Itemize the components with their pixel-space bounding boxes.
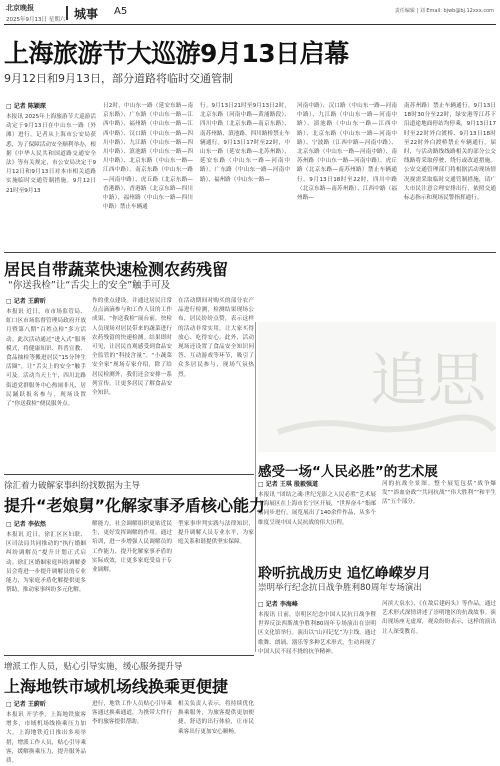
story3-byline: □ 记者 李依然 [6,520,86,529]
newspaper-logo: 北京晚报 [6,3,34,12]
art-headline-2: 聆听抗战历史 追忆峥嵘岁月 [258,566,431,582]
section-divider [4,252,496,253]
story4-column-2: 进行，地铁工作人员贴心引导乘客通过换乘通道，为携带大件行李的旅客提供帮助。 [92,701,172,726]
lead-subheadline: 9月12日和9月13日，部分道路将临时交通管制 [4,72,233,85]
exhibition-image [258,322,496,452]
story4-kicker: 增派工作人员，贴心引导实施，缓心服务提升导 [4,662,183,672]
issue-date: 2025年9月13日 星期六 [6,17,66,23]
art-column-1: 本报讯 “团结之魂·世纪光影之人民必胜”艺术展上海展区在上海市长宁区开展，“世界奋斗”集邮展同步进行。展览展出了140余件作品，从多个维度呈现中国人民抗战的伟大历程。 [258,492,376,526]
story4-column-3: 相关负责人表示，将持续优化换乘服务，为旅客提供更加便捷、舒适的出行体验，让市民乘客出行更加安心顺畅。 [178,701,254,735]
art-column-4: 河滨大泉水》、《在敌后建码头》等作品，通过艺术形式深情讲述了崇明地区的抗战故事。演出现场座无虚席，观众纷纷表示，这样的演出让人深受教育。 [382,601,496,635]
story2-column-3: 在活动期间对购买的部分农产品进行检测，检测结果现场公布，居民纷纷点赞，表示这样的活动非常实用，让大家买得放心、吃得安心。此外，活动现场还设置了食品安全知识问答、互动游戏等环节，吸引了众多居民参与，现场气氛热烈。 [178,298,254,378]
story2-column-1: 本报讯 近日，市市场监管局、虹口区市场监督管理局政府开放月暨第八期“百姓点检”多方活动。此次活动通过“进入式”服务模式，将健康知识、科普宣教、食品抽检等搬进居民“15分钟生活圈”，让“舌尖上的安全”触手可及。活动当天上午，四川北路街道党群服务中心热闹非凡，居民踊跃报名参与，现场设置了“你送我检”便民服务点。 [6,309,86,408]
story2-subheadline: “你送我检”让“舌尖上的安全”触手可及 [8,280,171,291]
lead-column-3: 行。9月13日21时至9月13日2时，北京东路（河南中路—黄浦路段）、四川中路（北京东路—南京东路）、南苏州路、滇池路、四川路桥禁止车辆通行。9月13日17时至22时，中山东一路（延安东路—北苏州路）、延安东路（中山东一路—河南中路）、广东路（中山东一路—河南中路）、福州路（中山东一路— [200,103,290,183]
story3-column-1: 本报讯 近日，徐汇区区妇联、区司法局共同推动的“执行婚姻纠纷调解员”提升计划正式启动。徐汇区婚姻家庭纠纷调解委员会将进一步提升调解员的专业能力，为家庭矛盾化解提供更多帮助，推动家事纠纷多元化解。 [6,532,86,594]
art-byline: □ 记者 王琪 殷毅强道 [258,480,378,489]
story3-kicker: 徐汇着力破解家事纠纷找数据为主导 [4,481,141,491]
story3-column-2: 解能力，社会调解组织更贴近民生，更好发挥调解的作用。通过培训，进一步增强人民调解员的工作能力，提升化解家事矛盾的实际成效，让更多家庭受益于专业调解。 [92,521,172,574]
page-number: A5 [114,6,128,17]
lead-headline: 上海旅游节大巡游9月13日启幕 [4,39,349,68]
column-divider [255,322,256,652]
art-headline: 感受一场“人民必胜”的艺术展 [258,464,438,480]
story4-divider [4,655,254,656]
art-column-3: 本报讯 日前，崇明区纪念中国人民抗日战争暨世界反法西斯战争胜利80周年专场演出在崇明区文化馆举行。演出以“山河记忆”为主线，通过歌舞、朗诵、器乐等多种艺术形式，生动再现了中国人民不屈不挠的抗争精神。 [258,612,376,655]
lead-byline: □ 记者 陈颖琛 [6,102,96,111]
art-subheadline-2: 崇明举行纪念抗日战争胜利80周年专场演出 [258,583,422,593]
calligraphy-image-icon [258,322,496,452]
image-glyphs: 追思 [370,346,487,414]
lead-column-2: 日2时，中山东一路（延安东路—南京东路）、广东路（中山东一路—江西中路）、福州路（中山东一路—江西中路）、汉口路（中山东一路—四川中路）、九江路（中山东一路—四川中路）、滇池路（中山东一路—四川中路）、北京东路（中山东一路—江西中路）、南京东路（中山东一路—河南中路）、虎丘路（北京东路—香港路）、香港路（北京东路—四川中路）、福州路（中山东一路—四川中路）禁止车辆通 [103,103,193,211]
story4-headline: 上海地铁市域机场线换乘更便捷 [4,677,229,696]
story3-divider [4,474,254,475]
masthead-divider [66,6,68,20]
section-name: 城事 [74,7,99,21]
lead-column-1: 本报讯 2025年上海旅游节大巡游活动定于9月13日在中山东一路（外滩）进行。记者从上海市公安局获悉，为了保障活动安全顺利举办，根据《中华人民共和国道路交通安全法》等有关规定，市公安局决定于9月12日和9月13日对本市相关道路实施临时交通管制措施。9月12日21时至9月13 [6,114,96,194]
art-column-2: 河的抗战全景图。整个展览包括“战争爆发”“浴血奋战”“共同抗战”“伟大胜利”“和平生活”五个部分。 [382,481,496,506]
story3-column-3: 型家事审判实践与法律知识，提升调解人员专业水平，为家庭关系和谐提供坚实保障。 [178,521,254,546]
story3-headline: 提升“老娘舅”化解家事矛盾核心能力 [4,496,266,515]
lead-column-4: 河南中路）、汉口路（中山东一路—河南中路）、九江路（中山东一路—河南中路）、滇池路（中山东一路—江西中路）、北京东路（中山东一路—河南中路）、宁波路（江西中路—河南中路）、北京东路（中山东一路—河南中路）、南苏州路（中山东一路—河南中路）、虎丘路（北京东路—南苏州路）禁止车辆通行。9月13日18时至22时，四川中路（北京东路—南苏州路）、江西中路（福州路— [297,103,397,202]
masthead [4,3,496,25]
story4-column-1: 本报讯 开学季，上海地铁旅客增多，市域机场线换乘压力加大。上海地铁近日推出多项举措，增派工作人员，贴心引导乘客，缓解换乘压力，提升服务品质。 [6,712,86,765]
story2-column-2: 作的重点建设。并通过居民日常点点滴滴参与和工作人员的工作成果，“你送我检”展台前，快检人员现场对居民带来的蔬菜进行农药残留的快速检测。结果即时可见，让居民直观感受到食品安全监管的“科技含量”。“小蔬菜安全家”现场专家介绍，除了给居民检测外，我们还会安排一系列宣传，让更多居民了解食品安全知识。 [92,298,172,397]
lead-column-5: 南苏州路）禁止车辆通行。9月13日18时30分至22时，绿安港等江苏下沿道途地面停站均停乘，9月13日17时至22时外白渡桥、9月13日18时至22时外白渡桥禁止车辆通行。届时，与活动路线线路相关的部分公交线路将采取停驶、绕行或改道措施。公安交通管理部门将根据活动现场情况视需采取临时交通管制措施，请广大市民注意合理安排出行，依照交通标志指示和现场民警指挥通行。 [404,103,496,202]
editor-line: 责任编辑 | 刘 Email: bjwb@bj.12xxx.com [394,8,494,14]
story2-headline: 居民自带蔬菜快速检测农药残留 [4,260,229,279]
art-byline-2: □ 记者 李海峰 [258,600,376,609]
story2-byline: □ 记者 王蔚昕 [6,297,86,306]
story4-byline: □ 记者 王蔚昕 [6,700,86,709]
